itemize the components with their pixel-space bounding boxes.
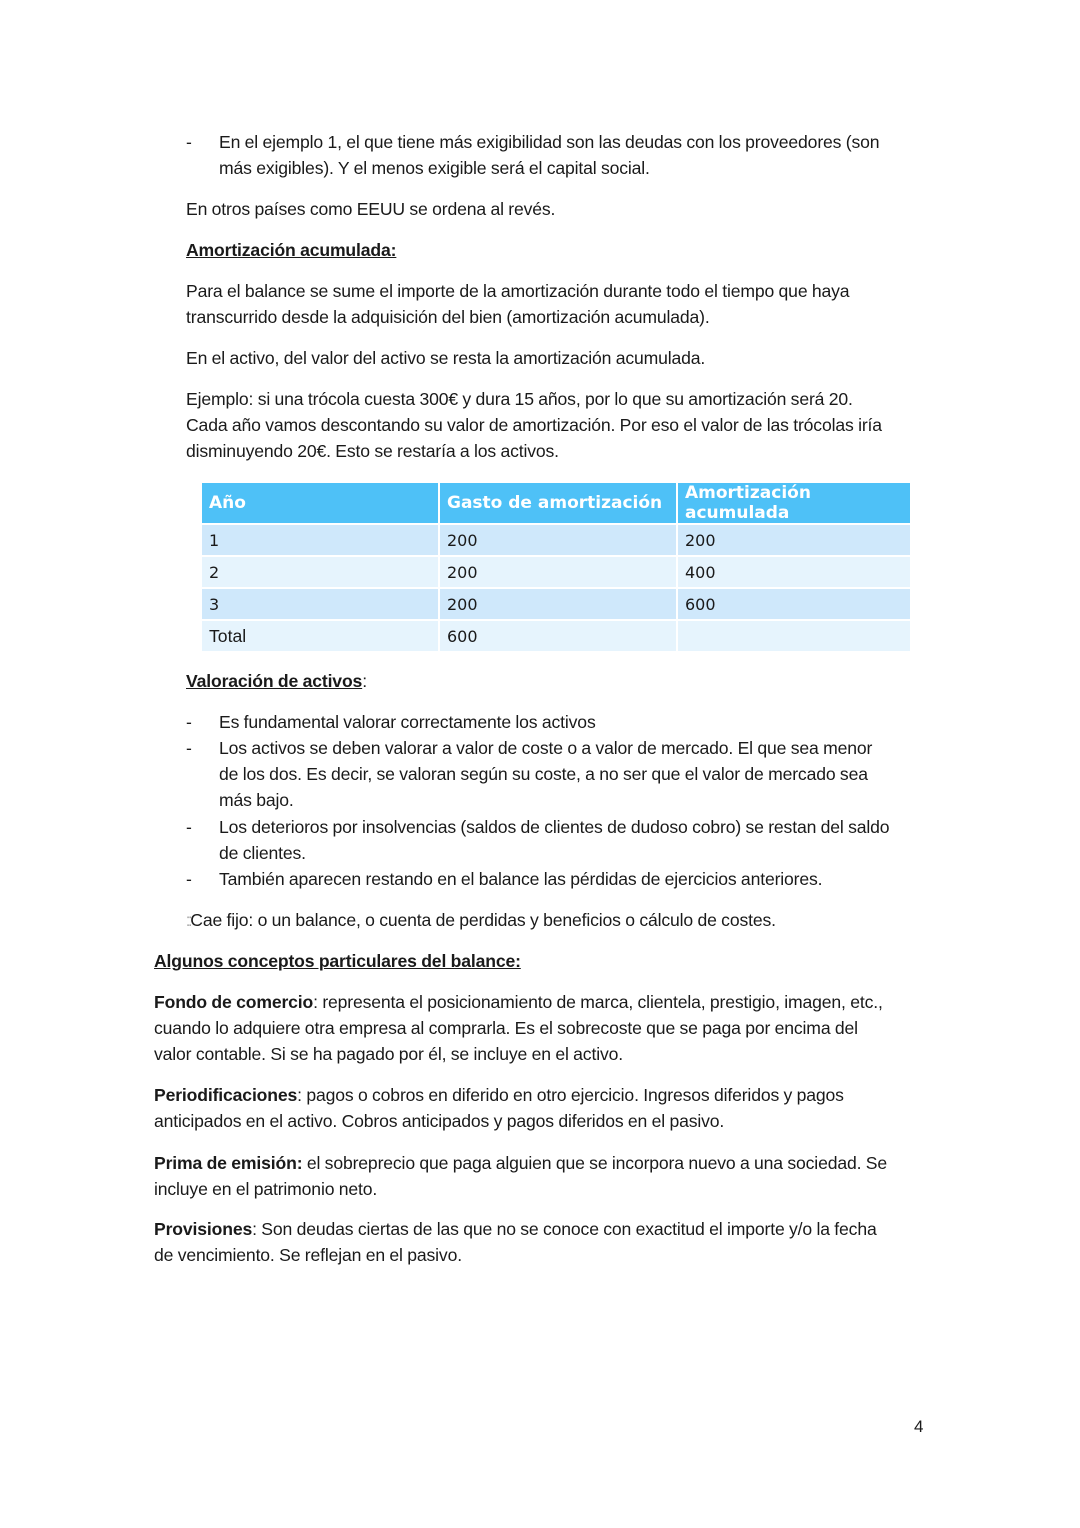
cell-gasto: 200 bbox=[440, 525, 676, 555]
concept-provisiones-line1 bbox=[154, 1216, 877, 1242]
valoracion-bullet-3-line1: Los deterioros por insolvencias (saldos de clientes de dudoso cobro) se restan del saldo bbox=[219, 817, 890, 837]
bullet-marker: - bbox=[186, 132, 192, 152]
cell-gasto: 600 bbox=[440, 621, 676, 651]
amortizacion-para3-line2: Cada año vamos descontando su valor de amortización. Por eso el valor de las trócolas iría bbox=[186, 415, 882, 435]
valoracion-bullet-2-line1: Los activos se deben valorar a valor de coste o a valor de mercado. El que sea menor bbox=[219, 738, 873, 758]
cell-acumulada: 400 bbox=[678, 557, 910, 587]
cell-ano: Total bbox=[202, 621, 438, 651]
column-header-ano: Año bbox=[202, 483, 438, 523]
bullet-marker: - bbox=[186, 712, 192, 732]
table-row bbox=[202, 557, 910, 587]
heading-conceptos-balance: Algunos conceptos particulares del balance: bbox=[154, 951, 521, 971]
exam-note bbox=[186, 907, 776, 935]
concept-term: Periodificaciones bbox=[154, 1085, 298, 1105]
bullet-marker: - bbox=[186, 869, 192, 889]
table-row-total bbox=[202, 621, 910, 651]
heading-valoracion-activos bbox=[186, 668, 367, 694]
amortizacion-para1-line2: transcurrido desde la adquisición del bien (amortización acumulada). bbox=[186, 307, 710, 327]
table-row bbox=[202, 525, 910, 555]
concept-sep: : bbox=[313, 992, 318, 1012]
cell-gasto: 200 bbox=[440, 557, 676, 587]
page-number: 4 bbox=[914, 1417, 924, 1436]
concept-term: Fondo de comercio bbox=[154, 992, 314, 1012]
table-header-row bbox=[202, 483, 910, 523]
concept-text: pagos o cobros en diferido en otro ejercicio. Ingresos diferidos y pagos bbox=[301, 1085, 844, 1105]
valoracion-bullet-3-line2: de clientes. bbox=[219, 843, 306, 863]
concept-sep: : bbox=[252, 1219, 257, 1239]
concept-prima-emision-line1 bbox=[154, 1150, 887, 1176]
paragraph-eeuu: En otros países como EEUU se ordena al revés. bbox=[186, 199, 556, 219]
concept-fondo-comercio-line2: cuando lo adquiere otra empresa al comprarla. Es el sobrecoste que se paga por encima del bbox=[154, 1018, 858, 1038]
cell-ano: 1 bbox=[202, 525, 438, 555]
concept-term: Provisiones bbox=[154, 1219, 253, 1239]
amortizacion-para3-line1: Ejemplo: si una trócola cuesta 300€ y dura 15 años, por lo que su amortización será 20. bbox=[186, 389, 853, 409]
amortization-table bbox=[200, 481, 912, 653]
concept-fondo-comercio-line1 bbox=[154, 989, 883, 1015]
concept-fondo-comercio-line3: valor contable. Si se ha pagado por él, se incluye en el activo. bbox=[154, 1044, 623, 1064]
concept-text: el sobreprecio que paga alguien que se incorpora nuevo a una sociedad. Se bbox=[302, 1153, 888, 1173]
heading-valoracion-text: Valoración de activos bbox=[186, 671, 363, 691]
cell-ano: 3 bbox=[202, 589, 438, 619]
concept-provisiones-line2: de vencimiento. Se reflejan en el pasivo. bbox=[154, 1245, 462, 1265]
valoracion-bullet-4: También aparecen restando en el balance las pérdidas de ejercicios anteriores. bbox=[219, 869, 823, 889]
concept-periodificaciones-line1 bbox=[154, 1082, 844, 1108]
cell-acumulada bbox=[678, 621, 910, 651]
valoracion-bullet-1: Es fundamental valorar correctamente los activos bbox=[219, 712, 596, 732]
concept-prima-emision-line2: incluye en el patrimonio neto. bbox=[154, 1179, 378, 1199]
valoracion-bullet-2-line2: de los dos. Es decir, se valoran según su coste, a no ser que el valor de mercado sea bbox=[219, 764, 868, 784]
column-header-acumulada: Amortización acumulada bbox=[678, 483, 910, 523]
bullet-marker: - bbox=[186, 817, 192, 837]
broken-glyph-icon: ⁚⁚ bbox=[186, 914, 191, 929]
concept-text: Son deudas ciertas de las que no se conoce con exactitud el importe y/o la fecha bbox=[256, 1219, 877, 1239]
table-row bbox=[202, 589, 910, 619]
exam-note-text: Cae fijo: o un balance, o cuenta de perdidas y beneficios o cálculo de costes. bbox=[190, 910, 776, 930]
amortizacion-para1-line1: Para el balance se sume el importe de la amortización durante todo el tiempo que haya bbox=[186, 281, 850, 301]
heading-valoracion-colon: : bbox=[362, 671, 367, 691]
amortizacion-para3-line3: disminuyendo 20€. Esto se restaría a los activos. bbox=[186, 441, 559, 461]
column-header-gasto: Gasto de amortización bbox=[440, 483, 676, 523]
amortizacion-para2: En el activo, del valor del activo se resta la amortización acumulada. bbox=[186, 348, 706, 368]
intro-bullet-line-1: En el ejemplo 1, el que tiene más exigibilidad son las deudas con los proveedores (son bbox=[219, 132, 880, 152]
cell-acumulada: 200 bbox=[678, 525, 910, 555]
concept-text: representa el posicionamiento de marca, clientela, prestigio, imagen, etc., bbox=[317, 992, 883, 1012]
heading-amortizacion-acumulada: Amortización acumulada: bbox=[186, 240, 397, 260]
valoracion-bullet-2-line3: más bajo. bbox=[219, 790, 294, 810]
concept-periodificaciones-line2: anticipados en el activo. Cobros anticipados y pagos diferidos en el pasivo. bbox=[154, 1111, 725, 1131]
cell-gasto: 200 bbox=[440, 589, 676, 619]
concept-sep: : bbox=[297, 1085, 302, 1105]
concept-term: Prima de emisión: bbox=[154, 1153, 303, 1173]
cell-ano: 2 bbox=[202, 557, 438, 587]
cell-acumulada: 600 bbox=[678, 589, 910, 619]
bullet-marker: - bbox=[186, 738, 192, 758]
intro-bullet-line-2: más exigibles). Y el menos exigible será el capital social. bbox=[219, 158, 650, 178]
